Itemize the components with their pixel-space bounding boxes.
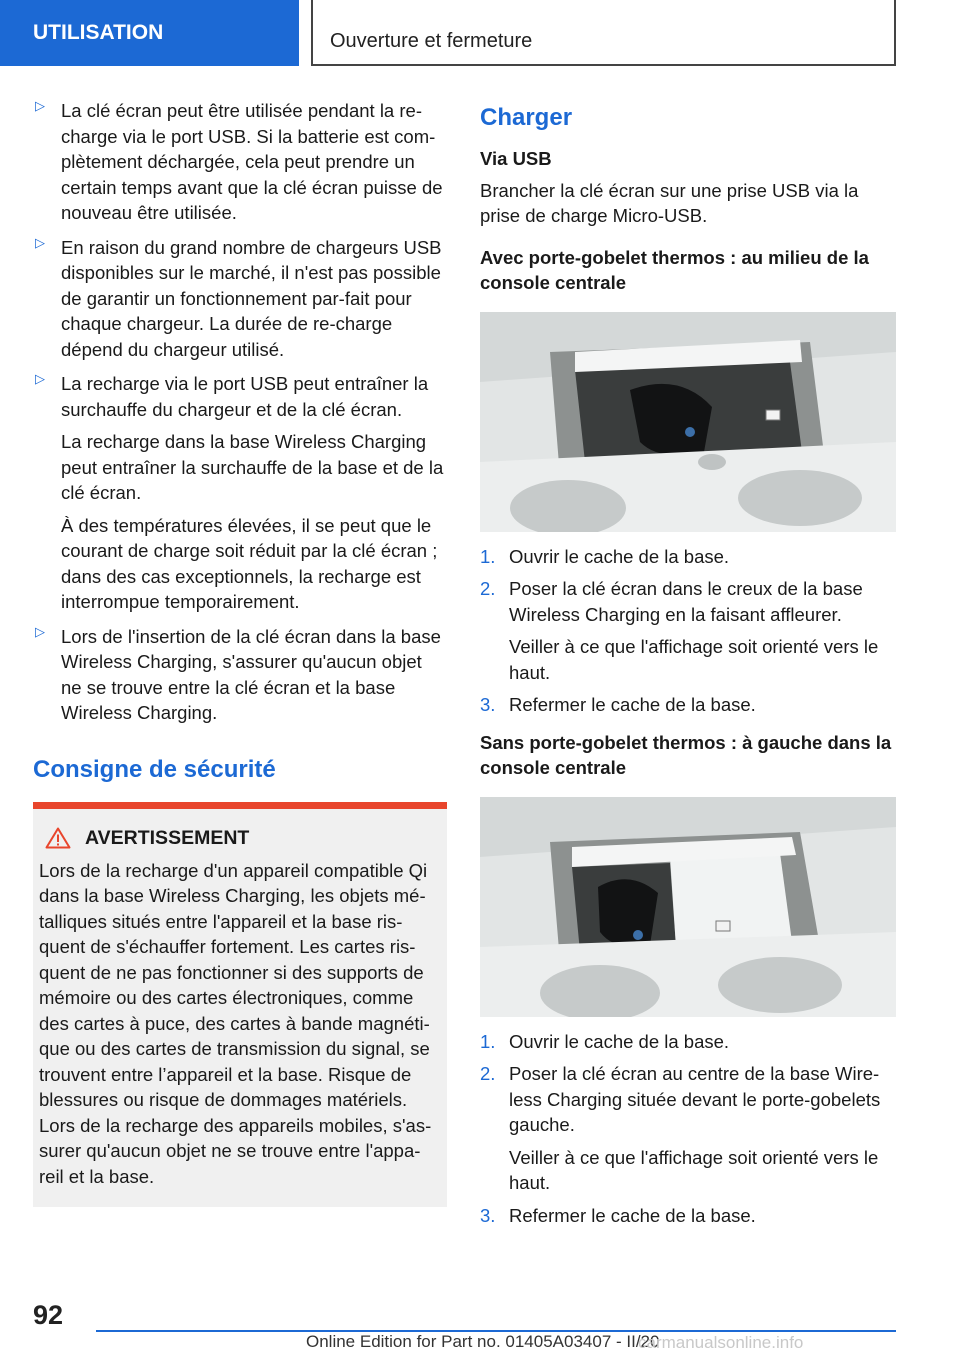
step-number: 3. [480, 1204, 496, 1226]
page-number: 92 [33, 1300, 64, 1330]
bullet-text: La recharge via le port USB peut entraîner la surchauffe du chargeur et de la clé écran. [61, 373, 429, 420]
step-number: 1. [480, 1030, 496, 1052]
step-number: 2. [480, 1063, 496, 1084]
step-text: Ouvrir le cache de la base. [509, 1030, 730, 1052]
left-column [33, 98, 447, 1207]
bullet-triangle-icon: ▷ [35, 234, 45, 250]
usb-subheading: Via USB [480, 148, 552, 169]
step-number: 1. [480, 545, 496, 567]
wireless-charging-left-illustration [480, 797, 896, 1017]
bullet-triangle-icon: ▷ [35, 623, 45, 639]
steps-list-without [480, 1029, 896, 1229]
charger-heading: Charger [480, 104, 573, 131]
step-text: Poser la clé écran dans le creux de la base Wireless Charging en la faisant affleurer. [509, 578, 863, 625]
step-item [480, 1061, 896, 1196]
bullet-item [33, 98, 447, 226]
chapter-title: Ouverture et fermeture [311, 0, 896, 66]
section-tab: UTILISATION [0, 0, 299, 66]
bullet-text: À des températures élevées, il se peut que le courant de charge soit réduit par la clé écran ; dans des cas exceptionnels, la recharge est interrompue temporairement. [61, 514, 438, 612]
step-item [480, 1029, 896, 1055]
console-photo-center [480, 312, 896, 532]
bullet-list [33, 98, 447, 726]
step-text: Refermer le cache de la base. [509, 694, 756, 715]
usb-text: Brancher la clé écran sur une prise USB via la prise de charge Micro-USB. [480, 179, 859, 226]
step-text: Veiller à ce que l'affichage soit orienté vers le haut. [509, 636, 879, 683]
step-item [480, 576, 896, 685]
step-text: Poser la clé écran au centre de la base Wire-less Charging située devant le porte-gobelets gauche. [509, 1063, 881, 1135]
step-item [480, 544, 896, 570]
right-column [480, 98, 896, 1235]
warning-triangle-icon [45, 827, 71, 849]
steps-list-with [480, 544, 896, 718]
edition-text: Online Edition for Part no. 01405A03407 - II/20 [306, 1332, 660, 1351]
bullet-item [33, 371, 447, 615]
warning-box [33, 802, 447, 1208]
step-number: 3. [480, 694, 496, 715]
with-holder-subheading: Avec porte-gobelet thermos : au milieu de la console centrale [480, 246, 869, 293]
step-text: Veiller à ce que l'affichage soit orienté vers le haut. [509, 1146, 879, 1193]
bullet-item [33, 235, 447, 363]
step-number: 2. [480, 578, 496, 599]
step-item [480, 692, 896, 718]
step-item [480, 1203, 896, 1229]
warning-label: AVERTISSEMENT [85, 826, 250, 849]
wireless-charging-center-illustration [480, 312, 896, 532]
warning-text: Lors de la recharge d'un appareil compatible Qi dans la base Wireless Charging, les objets mé-talliques situés entre l'appareil et la base ris-quent de s'échauffer fortement. Les cartes ris-quent de ne pas fonctionner si des supports de mémoire ou des cartes électroniques, comme des cartes à puce, des cartes à bande magnéti-que ou des cartes de transmission du signal, se trouvent entre l’appareil et la base. Risque de blessures ou risque de dommages matériels. Lors de la recharge des appareils mobiles, s'as-surer qu'aucun objet ne se trouve entre l'appa-reil et la base. [39, 859, 432, 1187]
bullet-triangle-icon: ▷ [35, 371, 45, 386]
without-holder-subheading: Sans porte-gobelet thermos : à gauche dans la console centrale [480, 731, 892, 778]
bullet-triangle-icon: ▷ [35, 98, 45, 113]
bullet-text: En raison du grand nombre de chargeurs USB disponibles sur le marché, il n'est pas possible de garantir un fonctionnement par-fait pour chaque chargeur. La durée de re-charge dépend du chargeur utilisé. [61, 236, 442, 360]
bullet-item [33, 624, 447, 726]
step-text: Ouvrir le cache de la base. [509, 545, 730, 567]
bullet-text: La recharge dans la base Wireless Charging peut entraîner la surchauffe de la base et de la clé écran. [61, 431, 444, 503]
bullet-text: La clé écran peut être utilisée pendant la re-charge via le port USB. Si la batterie est com-plètement déchargée, cela peut prendre un certain temps avant que la clé écran puisse de nouveau être utilisée. [61, 100, 443, 223]
watermark: carmanualsonline.info [638, 1333, 804, 1352]
step-text: Refermer le cache de la base. [509, 1204, 756, 1226]
safety-heading: Consigne de sécurité [33, 755, 276, 783]
warning-title [39, 827, 439, 850]
console-photo-left [480, 797, 896, 1017]
bullet-text: Lors de l'insertion de la clé écran dans la base Wireless Charging, s'assurer qu'aucun objet ne se trouve entre la clé écran et la base Wireless Charging. [61, 625, 441, 723]
